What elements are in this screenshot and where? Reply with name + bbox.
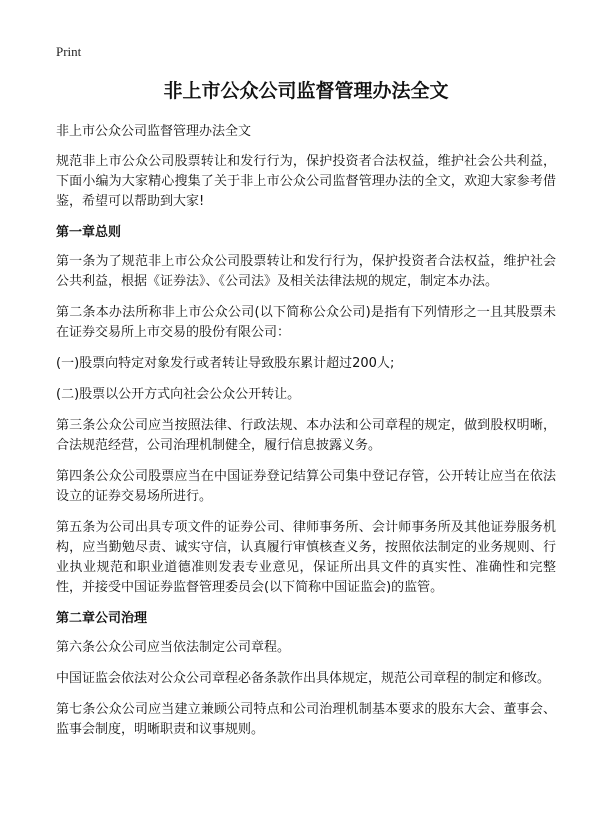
article-2: 第二条本办法所称非上市公众公司(以下简称公众公司)是指有下列情形之一且其股票未在证券交易所上市交易的股份有限公司： <box>56 305 556 340</box>
article-1: 第一条为了规范非上市公众公司股票转让和发行行为，保护投资者合法权益，维护社会公共利益，根据《证券法》、《公司法》及相关法律法规的规定，制定本办法。 <box>56 254 556 289</box>
chapter-1-heading: 第一章总则 <box>56 225 122 240</box>
print-link[interactable]: Print <box>56 44 82 59</box>
document-title: 非上市公众公司监督管理办法全文 <box>163 80 449 102</box>
chapter-2-heading: 第二章公司治理 <box>56 611 148 626</box>
article-2-item-1: (一)股票向特定对象发行或者转让导致股东累计超过200人; <box>56 356 395 371</box>
article-3: 第三条公众公司应当按照法律、行政法规、本办法和公司章程的规定，做到股权明晰，合法规范经营，公司治理机制健全，履行信息披露义务。 <box>56 418 556 453</box>
intro-paragraph: 规范非上市公众公司股票转让和发行行为，保护投资者合法权益，维护社会公共利益，下面小编为大家精心搜集了关于非上市公众公司监督管理办法的全文，欢迎大家参考借鉴，希望可以帮助到大家! <box>56 154 556 209</box>
article-4: 第四条公众公司股票应当在中国证券登记结算公司集中登记存管，公开转让应当在依法设立的证券交易场所进行。 <box>56 469 556 504</box>
article-6: 第六条公众公司应当依法制定公司章程。 <box>56 640 291 655</box>
document-subtitle: 非上市公众公司监督管理办法全文 <box>56 124 252 139</box>
article-7: 第七条公众公司应当建立兼顾公司特点和公司治理机制基本要求的股东大会、董事会、监事会制度，明晰职责和议事规则。 <box>56 702 556 737</box>
article-5: 第五条为公司出具专项文件的证券公司、律师事务所、会计师事务所及其他证券服务机构，应当勤勉尽责、诚实守信，认真履行审慎核查义务，按照依法制定的业务规则、行业执业规范和职业道德准则发表专业意见，保证所出具文件的真实性、准确性和完整性，并接受中国证券监督管理委员会(以下简称中国证监会)的监管。 <box>56 520 556 595</box>
document-body <box>56 78 556 751</box>
article-6-detail: 中国证监会依法对公众公司章程必备条款作出具体规定，规范公司章程的制定和修改。 <box>56 671 551 686</box>
article-2-item-2: (二)股票以公开方式向社会公众公开转让。 <box>56 387 301 402</box>
